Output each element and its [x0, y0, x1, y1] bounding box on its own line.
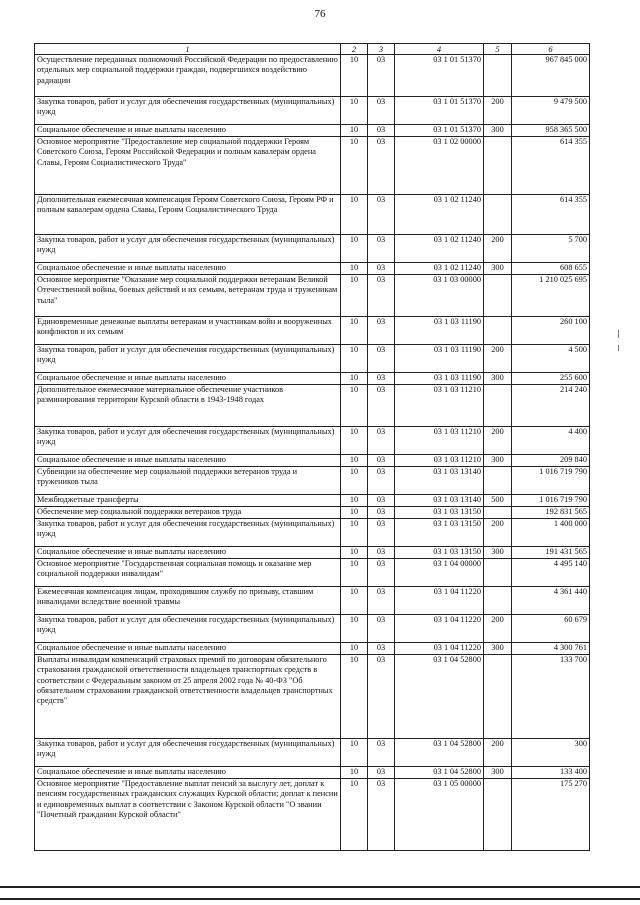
row-expense-type: [484, 779, 512, 851]
row-name: Обеспечение мер социальной поддержки ветеранов труда: [35, 507, 341, 519]
table-row: [35, 317, 590, 345]
row-expense-type: [484, 385, 512, 427]
row-target-code: 03 1 03 11210: [395, 455, 484, 467]
row-target-code: 03 1 04 00000: [395, 559, 484, 587]
row-target-code: 03 1 01 51370: [395, 55, 484, 97]
row-name: Социальное обеспечение и иные выплаты населению: [35, 125, 341, 137]
row-target-code: 03 1 02 11240: [395, 195, 484, 235]
row-name: Дополнительная ежемесячная компенсация Героям Советского Союза, Героям РФ и полным кавалерам ордена Славы, Героям Социалистического Труда: [35, 195, 341, 235]
table-row: [35, 559, 590, 587]
table-row: [35, 767, 590, 779]
row-amount: 214 240: [512, 385, 590, 427]
row-subsection: 03: [368, 427, 395, 455]
row-amount: 614 355: [512, 137, 590, 195]
row-name: Социальное обеспечение и иные выплаты населению: [35, 547, 341, 559]
table-row: [35, 455, 590, 467]
table-row: [35, 655, 590, 739]
row-expense-type: [484, 467, 512, 495]
table-row: [35, 587, 590, 615]
row-amount: 1 400 000: [512, 519, 590, 547]
table-row: [35, 125, 590, 137]
row-target-code: 03 1 02 11240: [395, 235, 484, 263]
row-section: 10: [341, 507, 368, 519]
row-expense-type: 200: [484, 519, 512, 547]
row-name: Закупка товаров, работ и услуг для обеспечения государственных (муниципальных) нужд: [35, 739, 341, 767]
row-target-code: 03 1 01 51370: [395, 125, 484, 137]
row-expense-type: 300: [484, 125, 512, 137]
row-target-code: 03 1 03 11190: [395, 317, 484, 345]
row-amount: 4 495 140: [512, 559, 590, 587]
row-target-code: 03 1 02 11240: [395, 263, 484, 275]
table-header-row: [35, 44, 590, 55]
table-row: [35, 779, 590, 851]
table-row: [35, 137, 590, 195]
row-expense-type: [484, 655, 512, 739]
row-expense-type: 300: [484, 643, 512, 655]
row-subsection: 03: [368, 235, 395, 263]
row-amount: 133 400: [512, 767, 590, 779]
row-name: Ежемесячная компенсация лицам, проходившим службу по призыву, ставшим инвалидами вследствие военной травмы: [35, 587, 341, 615]
row-name: Осуществление переданных полномочий Российской Федерации по предоставлению отдельных мер социальной поддержки граждан, подвергшихся воздействию радиации: [35, 55, 341, 97]
col-header: 2: [341, 44, 368, 55]
row-section: 10: [341, 615, 368, 643]
row-section: 10: [341, 495, 368, 507]
row-section: 10: [341, 767, 368, 779]
row-amount: 209 840: [512, 455, 590, 467]
row-expense-type: [484, 317, 512, 345]
table-row: [35, 643, 590, 655]
row-target-code: 03 1 02 00000: [395, 137, 484, 195]
row-subsection: 03: [368, 615, 395, 643]
row-target-code: 03 1 04 52800: [395, 767, 484, 779]
row-name: Единовременные денежные выплаты ветеранам и участникам войн и вооруженных конфликтов и их семьям: [35, 317, 341, 345]
table-row: [35, 345, 590, 373]
row-amount: 1 016 719 790: [512, 467, 590, 495]
row-section: 10: [341, 643, 368, 655]
row-amount: 958 365 500: [512, 125, 590, 137]
row-name: Социальное обеспечение и иные выплаты населению: [35, 263, 341, 275]
row-section: 10: [341, 55, 368, 97]
row-amount: 4 500: [512, 345, 590, 373]
row-expense-type: 200: [484, 345, 512, 373]
row-subsection: 03: [368, 547, 395, 559]
col-header: 4: [395, 44, 484, 55]
row-target-code: 03 1 04 52800: [395, 739, 484, 767]
row-target-code: 03 1 03 11190: [395, 373, 484, 385]
table-row: [35, 97, 590, 125]
table-row: [35, 427, 590, 455]
row-amount: 300: [512, 739, 590, 767]
row-expense-type: [484, 587, 512, 615]
row-section: 10: [341, 373, 368, 385]
row-expense-type: 200: [484, 739, 512, 767]
row-amount: 191 431 565: [512, 547, 590, 559]
row-subsection: 03: [368, 467, 395, 495]
row-name: Основное мероприятие "Государственная социальная помощь и оказание мер социальной поддержки инвалидам": [35, 559, 341, 587]
row-name: Закупка товаров, работ и услуг для обеспечения государственных (муниципальных) нужд: [35, 615, 341, 643]
row-amount: 608 655: [512, 263, 590, 275]
row-section: 10: [341, 427, 368, 455]
row-target-code: 03 1 01 51370: [395, 97, 484, 125]
page-number: 76: [314, 8, 326, 20]
row-amount: 1 210 025 695: [512, 275, 590, 317]
row-target-code: 03 1 03 13140: [395, 495, 484, 507]
row-name: Закупка товаров, работ и услуг для обеспечения государственных (муниципальных) нужд: [35, 97, 341, 125]
row-subsection: 03: [368, 195, 395, 235]
row-name: Основное мероприятие "Предоставление мер социальной поддержки Героям Советского Союза, Героям Российской Федерации и полным кавалерам ордена Славы, Героям Социалистического Труда": [35, 137, 341, 195]
row-target-code: 03 1 04 52800: [395, 655, 484, 739]
scan-mark: [618, 345, 619, 351]
row-amount: 4 361 440: [512, 587, 590, 615]
col-header: 3: [368, 44, 395, 55]
row-subsection: 03: [368, 385, 395, 427]
table-row: [35, 195, 590, 235]
row-section: 10: [341, 137, 368, 195]
row-subsection: 03: [368, 317, 395, 345]
row-section: 10: [341, 547, 368, 559]
row-subsection: 03: [368, 373, 395, 385]
row-section: 10: [341, 125, 368, 137]
budget-table: [34, 43, 590, 851]
row-expense-type: [484, 195, 512, 235]
col-header: 5: [484, 44, 512, 55]
row-name: Основное мероприятие "Предоставление выплат пенсий за выслугу лет, доплат к пенсиям государственных гражданских служащих Курской области; доплат к пенсии и единовременных выплат в соответствии с Законом Курской области "О звании "Почетный гражданин Курской области": [35, 779, 341, 851]
row-expense-type: [484, 55, 512, 97]
row-amount: 60 679: [512, 615, 590, 643]
row-expense-type: 300: [484, 263, 512, 275]
row-subsection: 03: [368, 125, 395, 137]
row-expense-type: 300: [484, 455, 512, 467]
row-section: 10: [341, 385, 368, 427]
row-section: 10: [341, 467, 368, 495]
row-name: Социальное обеспечение и иные выплаты населению: [35, 643, 341, 655]
row-amount: 192 831 565: [512, 507, 590, 519]
row-section: 10: [341, 779, 368, 851]
col-header: 1: [35, 44, 341, 55]
row-expense-type: [484, 559, 512, 587]
row-name: Социальное обеспечение и иные выплаты населению: [35, 373, 341, 385]
row-name: Закупка товаров, работ и услуг для обеспечения государственных (муниципальных) нужд: [35, 427, 341, 455]
col-header: 6: [512, 44, 590, 55]
row-name: Закупка товаров, работ и услуг для обеспечения государственных (муниципальных) нужд: [35, 345, 341, 373]
row-subsection: 03: [368, 55, 395, 97]
row-target-code: 03 1 03 13150: [395, 507, 484, 519]
scan-mark: [618, 330, 619, 338]
row-subsection: 03: [368, 345, 395, 373]
row-amount: 4 400: [512, 427, 590, 455]
row-target-code: 03 1 03 11190: [395, 345, 484, 373]
row-subsection: 03: [368, 263, 395, 275]
row-subsection: 03: [368, 97, 395, 125]
row-subsection: 03: [368, 767, 395, 779]
row-subsection: 03: [368, 643, 395, 655]
row-subsection: 03: [368, 655, 395, 739]
row-target-code: 03 1 04 11220: [395, 643, 484, 655]
row-target-code: 03 1 03 13150: [395, 519, 484, 547]
row-amount: 614 355: [512, 195, 590, 235]
row-section: 10: [341, 263, 368, 275]
row-expense-type: 200: [484, 615, 512, 643]
row-expense-type: 500: [484, 495, 512, 507]
row-subsection: 03: [368, 507, 395, 519]
row-section: 10: [341, 559, 368, 587]
row-expense-type: 200: [484, 235, 512, 263]
table-row: [35, 373, 590, 385]
row-section: 10: [341, 655, 368, 739]
row-target-code: 03 1 03 00000: [395, 275, 484, 317]
row-amount: 175 270: [512, 779, 590, 851]
row-target-code: 03 1 03 13140: [395, 467, 484, 495]
row-expense-type: [484, 507, 512, 519]
bottom-rule: [0, 886, 640, 888]
row-expense-type: 300: [484, 547, 512, 559]
row-name: Основное мероприятие "Оказание мер социальной поддержки ветеранам Великой Отечественной войны, боевых действий и их семьям, ветеранам труда и труженикам тыла": [35, 275, 341, 317]
table-row: [35, 519, 590, 547]
row-expense-type: 200: [484, 97, 512, 125]
row-subsection: 03: [368, 739, 395, 767]
table-row: [35, 739, 590, 767]
row-target-code: 03 1 04 11220: [395, 615, 484, 643]
row-subsection: 03: [368, 519, 395, 547]
table-row: [35, 547, 590, 559]
row-amount: 4 300 761: [512, 643, 590, 655]
row-expense-type: 300: [484, 373, 512, 385]
table-row: [35, 55, 590, 97]
row-section: 10: [341, 97, 368, 125]
row-name: Субвенции на обеспечение мер социальной поддержки ветеранов труда и тружеников тыла: [35, 467, 341, 495]
row-subsection: 03: [368, 495, 395, 507]
row-target-code: 03 1 03 13150: [395, 547, 484, 559]
bottom-rule: [0, 898, 640, 900]
row-section: 10: [341, 587, 368, 615]
row-target-code: 03 1 04 11220: [395, 587, 484, 615]
table-row: [35, 615, 590, 643]
row-target-code: 03 1 03 11210: [395, 385, 484, 427]
row-section: 10: [341, 345, 368, 373]
row-amount: 133 700: [512, 655, 590, 739]
row-name: Социальное обеспечение и иные выплаты населению: [35, 767, 341, 779]
row-expense-type: 200: [484, 427, 512, 455]
row-subsection: 03: [368, 779, 395, 851]
row-name: Закупка товаров, работ и услуг для обеспечения государственных (муниципальных) нужд: [35, 235, 341, 263]
row-section: 10: [341, 739, 368, 767]
table-row: [35, 495, 590, 507]
row-section: 10: [341, 275, 368, 317]
row-target-code: 03 1 05 00000: [395, 779, 484, 851]
row-name: Выплаты инвалидам компенсаций страховых премий по договорам обязательного страхования гражданской ответственности владельцев транспортных средств в соответствии с Федеральным законом от 25 апреля 2002 года № 40-ФЗ "Об обязательном страховании гражданской ответственности владельцев транспортных средств": [35, 655, 341, 739]
row-name: Межбюджетные трансферты: [35, 495, 341, 507]
row-subsection: 03: [368, 559, 395, 587]
table-row: [35, 385, 590, 427]
row-section: 10: [341, 317, 368, 345]
row-section: 10: [341, 195, 368, 235]
row-target-code: 03 1 03 11210: [395, 427, 484, 455]
table-row: [35, 275, 590, 317]
row-section: 10: [341, 235, 368, 263]
row-amount: 967 845 000: [512, 55, 590, 97]
table-row: [35, 467, 590, 495]
row-section: 10: [341, 455, 368, 467]
table-row: [35, 507, 590, 519]
row-amount: 9 479 500: [512, 97, 590, 125]
table-row: [35, 235, 590, 263]
row-expense-type: [484, 137, 512, 195]
row-section: 10: [341, 519, 368, 547]
row-expense-type: 300: [484, 767, 512, 779]
row-amount: 5 700: [512, 235, 590, 263]
row-name: Дополнительное ежемесячное материальное обеспечение участников разминирования территории Курской области в 1943-1948 годах: [35, 385, 341, 427]
row-amount: 255 600: [512, 373, 590, 385]
row-subsection: 03: [368, 587, 395, 615]
row-subsection: 03: [368, 455, 395, 467]
row-amount: 260 100: [512, 317, 590, 345]
row-subsection: 03: [368, 137, 395, 195]
row-subsection: 03: [368, 275, 395, 317]
row-name: Социальное обеспечение и иные выплаты населению: [35, 455, 341, 467]
row-expense-type: [484, 275, 512, 317]
row-name: Закупка товаров, работ и услуг для обеспечения государственных (муниципальных) нужд: [35, 519, 341, 547]
table-row: [35, 263, 590, 275]
row-amount: 1 016 719 790: [512, 495, 590, 507]
